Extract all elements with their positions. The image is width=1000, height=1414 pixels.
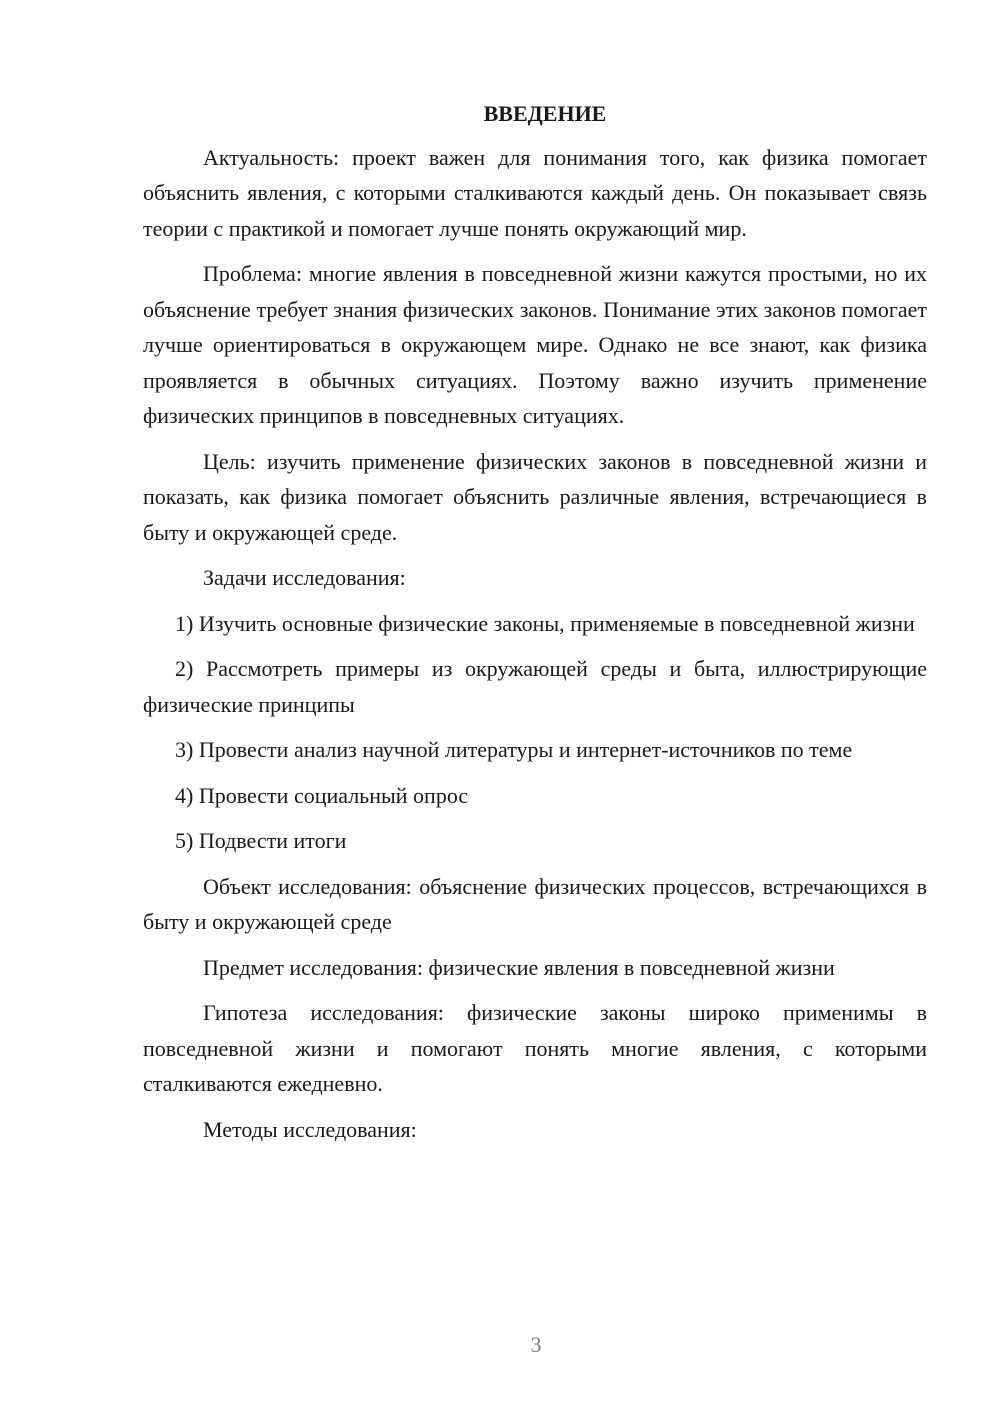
task-item-2: 2) Рассмотреть примеры из окружающей среды и быта, иллюстрирующие физические принципы <box>143 656 927 717</box>
paragraph-problem: Проблема: многие явления в повседневной жизни кажутся простыми, но их объяснение требует знания физических законов. Понимание этих законов помогает лучше ориентироваться в окружающем мире. Однако не все знают, как физика проявляется в обычных ситуациях. Поэтому важно изучить применение физических принципов в повседневных ситуациях. <box>143 261 927 428</box>
paragraph-subject: Предмет исследования: физические явления в повседневной жизни <box>203 954 835 980</box>
paragraph-hypothesis: Гипотеза исследования: физические законы широко применимы в повседневной жизни и помогают понять многие явления, с которыми сталкиваются ежедневно. <box>143 1000 927 1096</box>
page-number: 3 <box>530 1332 542 1357</box>
methods-heading: Методы исследования: <box>203 1116 417 1142</box>
document-page <box>143 96 927 1157</box>
paragraph-goal: Цель: изучить применение физических законов в повседневной жизни и показать, как физика помогает объяснить различные явления, встречающиеся в быту и окружающей среде. <box>143 448 927 545</box>
task-item-4: 4) Провести социальный опрос <box>175 782 469 808</box>
task-item-5: 5) Подвести итоги <box>175 828 347 853</box>
section-title: ВВЕДЕНИЕ <box>483 101 607 126</box>
paragraph-object: Объект исследования: объяснение физических процессов, встречающихся в быту и окружающей среде <box>143 873 927 934</box>
tasks-heading: Задачи исследования: <box>203 565 406 590</box>
task-item-3: 3) Провести анализ научной литературы и интернет-источников по теме <box>175 737 853 762</box>
paragraph-relevance: Актуальность: проект важен для понимания того, как физика помогает объяснить явления, с которыми сталкиваются каждый день. Он показывает связь теории с практикой и помогает лучше понять окружающий мир. <box>143 144 927 241</box>
task-item-1: 1) Изучить основные физические законы, применяемые в повседневной жизни <box>175 610 915 636</box>
